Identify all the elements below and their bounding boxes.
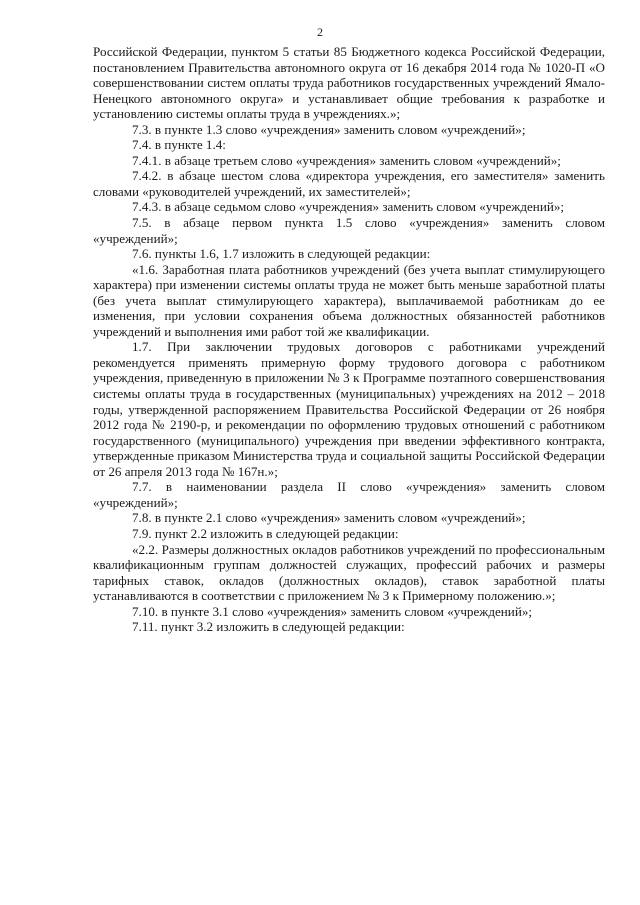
paragraph-7-6: 7.6. пункты 1.6, 1.7 изложить в следующей редакции: [132, 246, 431, 262]
paragraph-7-5: 7.5. в абзаце первом пункта 1.5 слово «учреждения» заменить словом «учреждений»; [93, 215, 605, 246]
paragraph-7-3: 7.3. в пункте 1.3 слово «учреждения» заменить словом «учреждений»; [132, 121, 526, 137]
paragraph-1-7: 1.7. При заключении трудовых договоров с работниками учреждений рекомендуется применять примерную форму трудового договора с работником учреждения, приведенную в приложении № 3 к Программе поэтапного совершенствования системы оплаты труда в государственных (муниципальных) учреждениях на 2012 – 2018 годы, утвержденной распоряжением Правительства Российской Федерации от 26 ноября 2012 года № 2190-р, и рекомендации по оформлению трудовых отношений с работником государственного (муниципального) учреждения при введении эффективного контракта, утвержденные приказом Министерства труда и социальной защиты Российской Федерации от 26 апреля 2013 года № 167н.»; [93, 339, 605, 479]
paragraph-7-4-3: 7.4.3. в абзаце седьмом слово «учреждения» заменить словом «учреждений»; [132, 199, 565, 215]
paragraph-7-9: 7.9. пункт 2.2 изложить в следующей редакции: [132, 525, 399, 541]
paragraph-7-4: 7.4. в пункте 1.4: [132, 137, 226, 153]
paragraph-7-11: 7.11. пункт 3.2 изложить в следующей редакции: [132, 619, 405, 635]
document-body [93, 44, 605, 635]
paragraph-continuation: Российской Федерации, пунктом 5 статьи 85 Бюджетного кодекса Российской Федерации, постановлением Правительства автономного округа от 16 декабря 2014 года № 1020-П «О совершенствовании систем оплаты труда работников государственных учреждений Ямало-Ненецкого автономного округа» и устанавливает общие требования к разработке и установлению системы оплаты труда в учреждениях.»; [93, 44, 605, 122]
page-number: 2 [317, 25, 323, 39]
paragraph-7-4-1: 7.4.1. в абзаце третьем слово «учреждения» заменить словом «учреждений»; [132, 152, 561, 168]
paragraph-7-10: 7.10. в пункте 3.1 слово «учреждения» заменить словом «учреждений»; [132, 603, 533, 619]
paragraph-7-7: 7.7. в наименовании раздела II слово «учреждения» заменить словом «учреждений»; [93, 479, 605, 510]
paragraph-7-4-2: 7.4.2. в абзаце шестом слова «директора учреждения, его заместителя» заменить словами «руководителей учреждений, их заместителей»; [93, 168, 605, 199]
paragraph-7-8: 7.8. в пункте 2.1 слово «учреждения» заменить словом «учреждений»; [132, 510, 526, 526]
paragraph-1-6: «1.6. Заработная плата работников учреждений (без учета выплат стимулирующего характера) при изменении системы оплаты труда не может быть меньше заработной платы (без учета выплат стимулирующего характера), выплачиваемой работникам до ее изменения, при условии сохранения объема должностных обязанностей работников учреждений и выполнения ими работ той же квалификации. [93, 261, 605, 339]
paragraph-2-2: «2.2. Размеры должностных окладов работников учреждений по профессиональным квалификационным группам должностей служащих, профессий рабочих и размеры тарифных ставок, окладов (должностных окладов), ставок заработной платы устанавливаются в соответствии с приложением № 3 к Примерному положению.»; [93, 541, 605, 604]
